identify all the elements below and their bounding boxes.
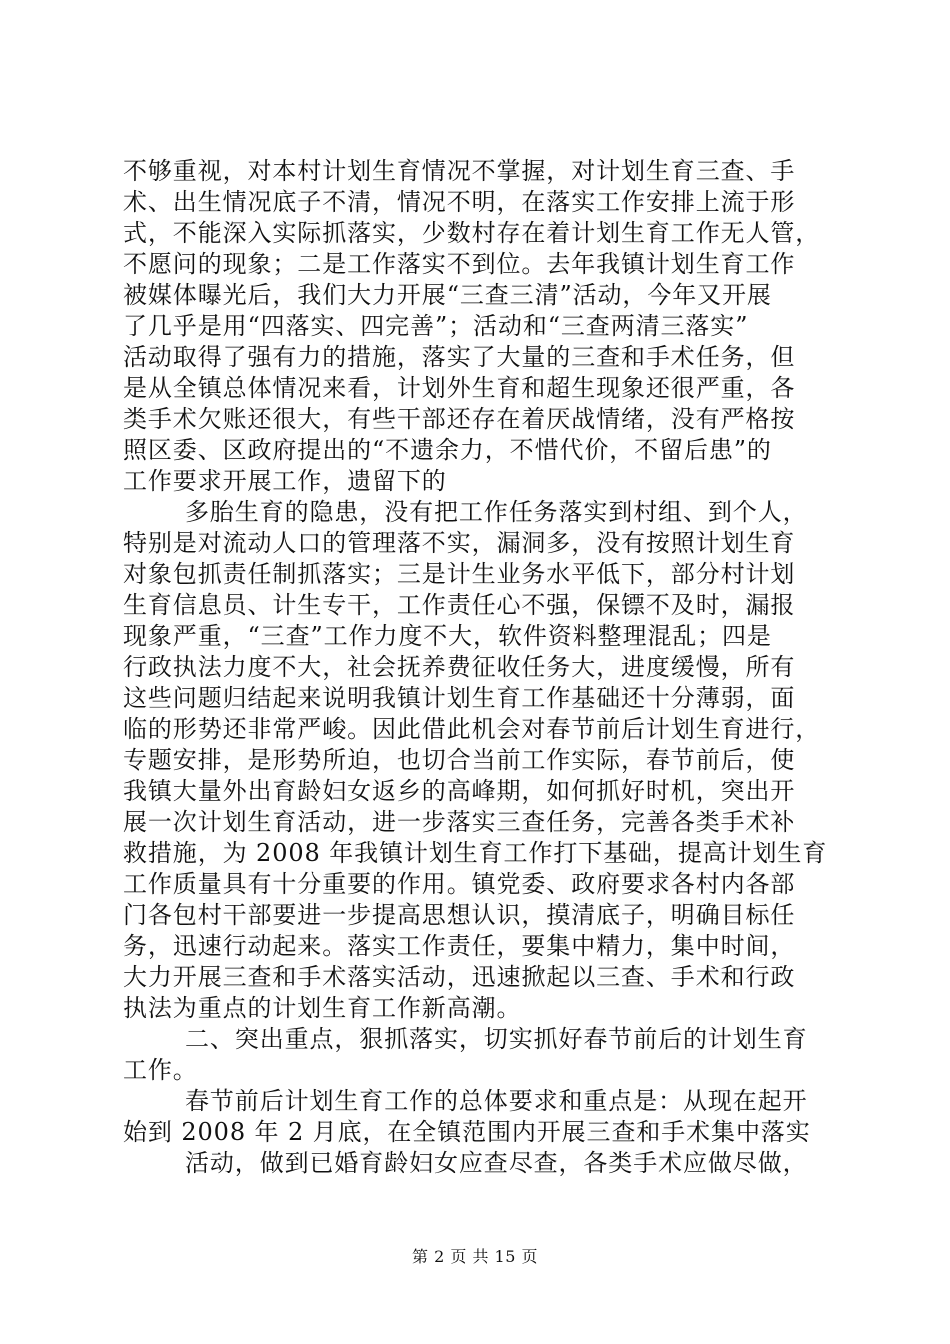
section-heading-line: 二、突出重点，狠抓落实，切实抓好春节前后的计划生育: [185, 1025, 808, 1053]
text-line: 工作要求开展工作，遗留下的: [123, 467, 447, 495]
text-line: 了几乎是用“四落实、四完善”；活动和“三查两清三落实”: [123, 312, 749, 340]
text-line: 类手术欠账还很大，有些干部还存在着厌战情绪，没有严格按: [123, 405, 796, 433]
text-line: 对象包抓责任制抓落实；三是计生业务水平低下，部分村计划: [123, 560, 796, 588]
text-line: 被媒体曝光后，我们大力开展“三查三清”活动，今年又开展: [123, 281, 772, 309]
page-number-footer: 第 2 页 共 15 页: [412, 1247, 538, 1266]
text-line: 临的形势还非常严峻。因此借此机会对春节前后计划生育进行，: [123, 715, 821, 743]
text-line: 照区委、区政府提出的“不遗余力，不惜代价，不留后患”的: [123, 436, 772, 464]
text-line: 术、出生情况底子不清，情况不明，在落实工作安排上流于形: [123, 188, 796, 216]
text-line: 这些问题归结起来说明我镇计划生育工作基础还十分薄弱，面: [123, 684, 796, 712]
text-line: 活动取得了强有力的措施，落实了大量的三查和手术任务，但: [123, 343, 796, 371]
text-line: 现象严重，“三查”工作力度不大，软件资料整理混乱；四是: [123, 622, 772, 650]
body-text: [123, 156, 833, 1179]
text-line: 生育信息员、计生专干，工作责任心不强，保镖不及时，漏报: [123, 591, 796, 619]
text-line: 务，迅速行动起来。落实工作责任，要集中精力，集中时间，: [123, 932, 796, 960]
text-line: 不愿问的现象；二是工作落实不到位。去年我镇计划生育工作: [123, 250, 796, 278]
text-line: 始到 2008 年 2 月底，在全镇范围内开展三查和手术集中落实: [123, 1118, 811, 1146]
text-line: 门各包村干部要进一步提高思想认识，摸清底子，明确目标任: [123, 901, 796, 929]
paragraph-start-line: 多胎生育的隐患，没有把工作任务落实到村组、到个人，: [185, 498, 808, 526]
text-line: 专题安排，是形势所迫，也切合当前工作实际，春节前后，使: [123, 746, 796, 774]
text-line: 展一次计划生育活动，进一步落实三查任务，完善各类手术补: [123, 808, 796, 836]
text-line: 大力开展三查和手术落实活动，迅速掀起以三查、手术和行政: [123, 963, 796, 991]
text-line: 特别是对流动人口的管理落不实，漏洞多，没有按照计划生育: [123, 529, 796, 557]
section-heading-line: 工作。: [123, 1056, 198, 1084]
text-line: 我镇大量外出育龄妇女返乡的高峰期，如何抓好时机，突出开: [123, 777, 796, 805]
paragraph-start-line: 春节前后计划生育工作的总体要求和重点是：从现在起开: [185, 1087, 808, 1115]
text-line: 执法为重点的计划生育工作新高潮。: [123, 994, 522, 1022]
text-line: 工作质量具有十分重要的作用。镇党委、政府要求各村内各部: [123, 870, 796, 898]
text-line: 是从全镇总体情况来看，计划外生育和超生现象还很严重，各: [123, 374, 796, 402]
paragraph-start-line: 活动，做到已婚育龄妇女应查尽查，各类手术应做尽做，: [185, 1149, 808, 1177]
text-line: 救措施，为 2008 年我镇计划生育工作打下基础，提高计划生育: [123, 839, 828, 867]
text-line: 行政执法力度不大，社会抚养费征收任务大，进度缓慢，所有: [123, 653, 796, 681]
text-line: 式，不能深入实际抓落实，少数村存在着计划生育工作无人管，: [123, 219, 821, 247]
text-line: 不够重视，对本村计划生育情况不掌握，对计划生育三查、手: [123, 157, 796, 185]
